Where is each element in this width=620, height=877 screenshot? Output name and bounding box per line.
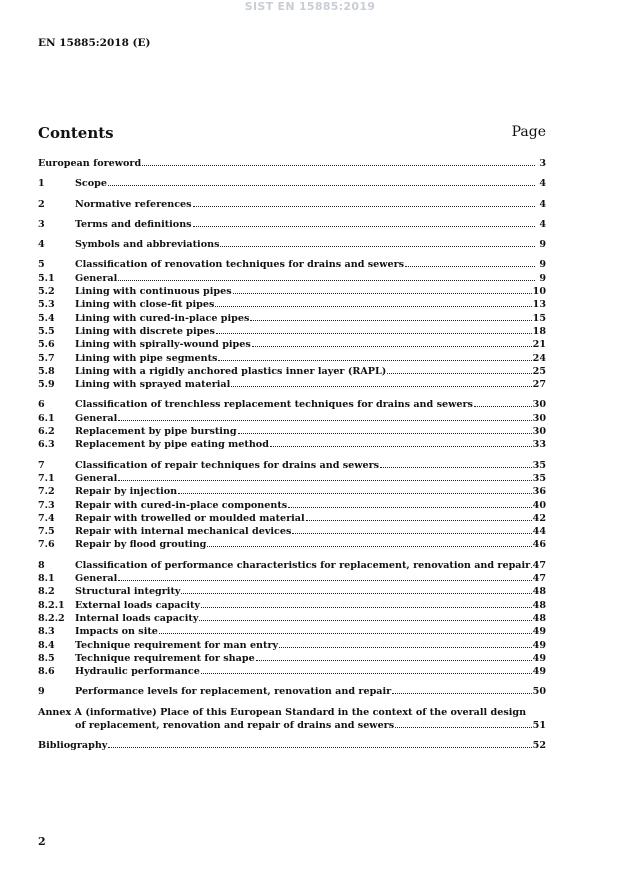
toc-entry-title: Lining with sprayed material [75, 379, 231, 391]
toc-entry-title: Classification of renovation techniques for drains and sewers [75, 259, 405, 271]
toc-entry-title: European foreword [38, 158, 142, 169]
document-id: EN 15885:2018 (E) [38, 37, 151, 49]
dot-leader [118, 479, 531, 481]
toc-entry-annex-a[interactable] [38, 706, 546, 719]
toc-gap [38, 191, 546, 198]
page-number: 2 [38, 835, 46, 848]
toc-entry-number: 5 [38, 259, 45, 271]
toc-entry-page: 30 [532, 426, 546, 438]
toc-entry-page: 30 [532, 399, 546, 411]
toc-entry-title: Repair by injection [75, 486, 178, 498]
toc-entry[interactable] [38, 685, 546, 698]
toc-entry-number: 5.1 [38, 272, 55, 284]
toc-entry-number: 5.6 [38, 339, 55, 351]
toc-entry[interactable] [38, 538, 546, 551]
toc-entry[interactable] [38, 665, 546, 678]
toc-entry-title: General [75, 272, 118, 284]
toc-entry-title: Normative references [75, 198, 192, 210]
dot-leader [387, 372, 531, 374]
watermark: SIST EN 15885:2019 [244, 0, 376, 13]
toc-entry-number: 8.4 [38, 639, 55, 651]
toc-entry-page: 4 [539, 178, 546, 190]
toc-entry[interactable] [38, 298, 546, 311]
toc-entry-number: 6.1 [38, 412, 55, 424]
toc-entry-page: 9 [539, 272, 546, 284]
toc-entry-page: 46 [532, 539, 546, 551]
toc-entry-number: 6 [38, 399, 45, 411]
toc-entry-page: 44 [532, 526, 546, 538]
dot-leader [207, 545, 531, 547]
toc-entry-page: 25 [532, 365, 546, 377]
dot-leader [181, 592, 531, 594]
toc-entry-title: Repair with internal mechanical devices [75, 526, 292, 538]
toc-entry-number: 7 [38, 459, 45, 471]
toc-entry[interactable] [38, 599, 546, 612]
toc-entry[interactable] [38, 352, 546, 365]
toc-entry-number: 7.4 [38, 512, 55, 524]
dot-leader [231, 385, 531, 387]
dot-leader [392, 692, 531, 694]
toc-entry-page: 9 [539, 239, 546, 251]
toc-entry-title: Lining with discrete pipes [75, 325, 215, 337]
toc-entry-page: 15 [532, 312, 546, 324]
toc-entry-number: 8.3 [38, 626, 55, 638]
toc-entry-number: 3 [38, 218, 45, 230]
toc-entry[interactable] [38, 285, 546, 298]
dot-leader [256, 659, 532, 661]
toc-entry-title: General [75, 573, 118, 585]
toc-entry[interactable] [38, 325, 546, 338]
dot-leader [250, 319, 531, 321]
toc-entry-page: 4 [539, 198, 546, 210]
dot-leader [220, 245, 535, 247]
toc-entry-page: 47 [532, 573, 546, 585]
toc-entry[interactable] [38, 459, 546, 472]
toc-entry-title: Technique requirement for man entry [75, 639, 279, 651]
table-of-contents [38, 157, 546, 753]
toc-entry[interactable] [38, 512, 546, 525]
toc-entry-number: 5.3 [38, 299, 55, 311]
dot-leader [108, 746, 531, 748]
toc-entry-title: General [75, 412, 118, 424]
dot-leader [201, 672, 532, 674]
dot-leader [159, 632, 532, 634]
toc-entry[interactable] [38, 585, 546, 598]
toc-entry[interactable] [38, 499, 546, 512]
toc-entry[interactable] [38, 472, 546, 485]
toc-gap [38, 211, 546, 218]
toc-entry[interactable] [38, 398, 546, 411]
toc-entry[interactable] [38, 378, 546, 391]
toc-entry-page: 27 [532, 379, 546, 391]
toc-entry[interactable] [38, 485, 546, 498]
toc-entry-number: 5.5 [38, 325, 55, 337]
toc-entry-number: 8.2.1 [38, 599, 65, 611]
toc-entry-page: 36 [532, 486, 546, 498]
dot-leader [288, 506, 531, 508]
dot-leader [178, 492, 531, 494]
toc-entry-number: 5.8 [38, 365, 55, 377]
toc-entry-page: 49 [532, 652, 546, 664]
toc-entry-number: 8.2.2 [38, 612, 65, 624]
toc-gap [38, 231, 546, 238]
dot-leader [193, 225, 535, 227]
dot-leader [215, 305, 531, 307]
toc-entry-number: 7.3 [38, 499, 55, 511]
toc-entry[interactable] [38, 412, 546, 425]
toc-entry-number: 5.2 [38, 286, 55, 298]
dot-leader [118, 279, 535, 281]
dot-leader [474, 405, 532, 407]
toc-entry-page: 42 [532, 512, 546, 524]
toc-entry-page: 3 [539, 158, 546, 169]
toc-entry[interactable] [38, 218, 546, 231]
toc-entry-page: 33 [532, 439, 546, 451]
toc-entry-page: 30 [532, 412, 546, 424]
toc-entry[interactable] [38, 238, 546, 251]
toc-entry-page: 35 [532, 472, 546, 484]
dot-leader [218, 359, 531, 361]
toc-entry-number: 2 [38, 198, 45, 210]
toc-entry-title: Performance levels for replacement, renovation and repair [75, 686, 392, 698]
toc-entry-title: Classification of trenchless replacement techniques for drains and sewers [75, 399, 473, 411]
toc-gap [38, 251, 546, 258]
toc-entry-page: 51 [532, 719, 546, 731]
toc-entry-title: General [75, 472, 118, 484]
toc-entry-page: 48 [532, 599, 546, 611]
dot-leader [292, 532, 531, 534]
toc-entry-title: Replacement by pipe eating method [75, 439, 269, 451]
toc-entry-bibliography[interactable] [38, 739, 546, 752]
toc-entry-title: Repair by flood grouting [75, 539, 207, 551]
dot-leader [108, 184, 535, 186]
toc-gap [38, 391, 546, 398]
toc-gap [38, 678, 546, 685]
toc-entry-title: of replacement, renovation and repair of drains and sewers [75, 719, 395, 731]
contents-heading: Contents [38, 124, 114, 142]
toc-entry-page: 48 [532, 612, 546, 624]
toc-entry-title: Impacts on site [75, 626, 158, 638]
dot-leader [279, 646, 532, 648]
dot-leader [193, 205, 535, 207]
dot-leader [405, 265, 535, 267]
dot-leader [238, 432, 532, 434]
toc-entry-title: Lining with continuous pipes [75, 286, 232, 298]
toc-entry-page: 52 [532, 740, 546, 752]
toc-entry-number: 9 [38, 686, 45, 698]
toc-entry[interactable] [38, 258, 546, 271]
toc-entry-number: 5.7 [38, 352, 55, 364]
toc-entry-page: 49 [532, 666, 546, 678]
toc-entry-title: External loads capacity [75, 599, 200, 611]
toc-entry-page: 35 [532, 459, 546, 471]
toc-entry-title: Technique requirement for shape [75, 652, 255, 664]
toc-entry-title: Internal loads capacity [75, 612, 199, 624]
toc-entry-title: Terms and definitions [75, 218, 192, 230]
toc-entry-number: 8.6 [38, 666, 55, 678]
toc-entry-number: 8.2 [38, 586, 55, 598]
dot-leader [201, 606, 532, 608]
toc-entry-annex-a-cont[interactable] [38, 719, 546, 732]
dot-leader [270, 445, 532, 447]
toc-entry-number: 7.1 [38, 472, 55, 484]
toc-gap [38, 452, 546, 459]
toc-entry[interactable] [38, 157, 546, 170]
toc-entry-title: Hydraulic performance [75, 666, 200, 678]
dot-leader [252, 345, 532, 347]
dot-leader [306, 519, 532, 521]
dot-leader [395, 726, 532, 728]
toc-entry-number: 7.5 [38, 526, 55, 538]
dot-leader [199, 619, 531, 621]
toc-entry[interactable] [38, 572, 546, 585]
toc-entry-number: 4 [38, 239, 45, 251]
toc-entry-title: Bibliography [38, 740, 108, 752]
toc-entry-title: Lining with close-fit pipes [75, 299, 215, 311]
toc-entry-number: 8.1 [38, 573, 55, 585]
toc-entry-title: Repair with cured-in-place components [75, 499, 288, 511]
toc-entry[interactable] [38, 639, 546, 652]
toc-entry-number: 1 [38, 178, 45, 190]
toc-entry-number: 6.2 [38, 426, 55, 438]
toc-entry-page: 50 [532, 686, 546, 698]
toc-entry-page: 49 [532, 639, 546, 651]
toc-entry-title: Lining with cured-in-place pipes [75, 312, 250, 324]
toc-entry-page: 13 [532, 299, 546, 311]
toc-entry[interactable] [38, 612, 546, 625]
toc-entry-page: 9 [539, 259, 546, 271]
toc-gap [38, 170, 546, 177]
toc-entry[interactable] [38, 438, 546, 451]
toc-entry-page: 4 [539, 218, 546, 230]
toc-entry-title: Lining with a rigidly anchored plastics inner layer (RAPL) [75, 365, 387, 377]
toc-entry[interactable] [38, 338, 546, 351]
toc-entry[interactable] [38, 652, 546, 665]
dot-leader [233, 292, 532, 294]
toc-entry-number: 8 [38, 559, 45, 571]
toc-entry-page: 18 [532, 325, 546, 337]
toc-entry-title: Scope [75, 178, 107, 190]
toc-entry-number: 7.6 [38, 539, 55, 551]
toc-entry[interactable] [38, 425, 546, 438]
toc-entry-title: Repair with trowelled or moulded material [75, 512, 305, 524]
toc-entry[interactable] [38, 365, 546, 378]
toc-entry[interactable] [38, 272, 546, 285]
toc-entry-title: Annex A (informative) Place of this European Standard in the context of the overall design [38, 706, 527, 718]
toc-entry-page: 40 [532, 499, 546, 511]
toc-entry[interactable] [38, 198, 546, 211]
toc-entry-title: Lining with spirally-wound pipes [75, 339, 251, 351]
toc-entry-page: 48 [532, 586, 546, 598]
dot-leader [380, 466, 532, 468]
toc-entry-title: Symbols and abbreviations [75, 239, 220, 251]
dot-leader [118, 579, 531, 581]
toc-entry-title: Classification of repair techniques for drains and sewers [75, 459, 380, 471]
toc-entry-number: 5.4 [38, 312, 55, 324]
toc-gap [38, 552, 546, 559]
toc-entry-page: 24 [532, 352, 546, 364]
toc-entry-page: 10 [532, 286, 546, 298]
page-column-label: Page [511, 124, 546, 140]
dot-leader [216, 332, 532, 334]
toc-entry-title: Structural integrity [75, 586, 181, 598]
dot-leader [142, 164, 535, 166]
toc-entry[interactable] [38, 177, 546, 190]
toc-entry-page: 47 [532, 559, 546, 571]
toc-entry[interactable] [38, 625, 546, 638]
toc-entry-number: 7.2 [38, 486, 55, 498]
toc-entry-title: Classification of performance characteristics for replacement, renovation and repair [75, 559, 531, 571]
toc-gap [38, 699, 546, 706]
toc-entry-page: 21 [532, 339, 546, 351]
toc-entry[interactable] [38, 559, 546, 572]
toc-entry-number: 5.9 [38, 379, 55, 391]
toc-entry[interactable] [38, 525, 546, 538]
toc-entry[interactable] [38, 312, 546, 325]
toc-entry-page: 49 [532, 626, 546, 638]
toc-entry-number: 8.5 [38, 652, 55, 664]
dot-leader [118, 419, 531, 421]
toc-entry-title: Replacement by pipe bursting [75, 426, 237, 438]
toc-entry-title: Lining with pipe segments [75, 352, 218, 364]
toc-entry-number: 6.3 [38, 439, 55, 451]
